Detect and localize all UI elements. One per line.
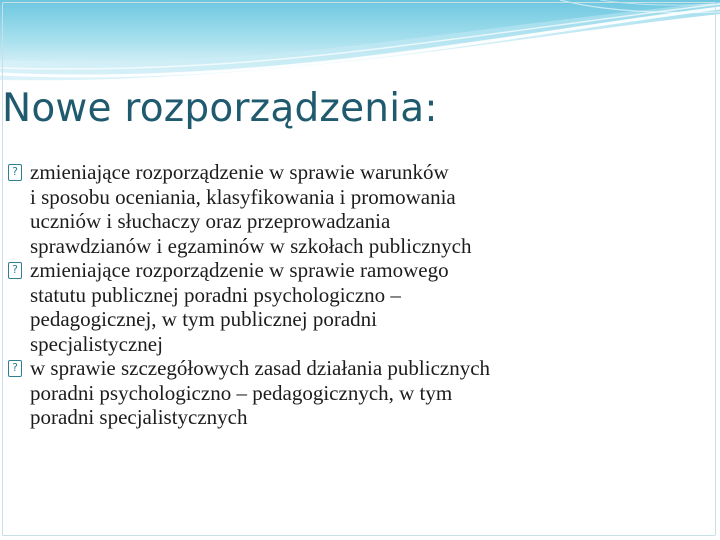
bullet-text-line: statutu publicznej poradni psychologiczno –	[30, 282, 401, 307]
bullet-item	[8, 258, 708, 356]
bullet-text-line: i sposobu oceniania, klasyfikowania i promowania	[30, 184, 456, 209]
bullet-item	[8, 356, 708, 430]
bullet-text-line: poradni psychologiczno – pedagogicznych, w tym	[30, 380, 453, 405]
bullet-text-line: zmieniające rozporządzenie w sprawie warunków	[30, 160, 449, 184]
bullet-text-line: uczniów i słuchaczy oraz przeprowadzania	[30, 209, 391, 233]
slide-title: Nowe rozporządzenia:	[2, 86, 438, 131]
bullet-text-line: pedagogicznej, w tym publicznej poradni	[30, 307, 377, 331]
bullet-text-line: w sprawie szczegółowych zasad działania publicznych	[30, 356, 491, 380]
bullet-text-line: poradni specjalistycznych	[30, 405, 248, 429]
bullet-item	[8, 160, 708, 258]
question-box-icon: ?	[8, 164, 22, 181]
bullet-text-line: zmieniające rozporządzenie w sprawie ramowego	[30, 258, 449, 282]
header-wave-band	[0, 0, 720, 90]
question-box-icon: ?	[8, 262, 22, 279]
question-box-icon: ?	[8, 360, 22, 377]
bullet-text-line: sprawdzianów i egzaminów w szkołach publicznych	[30, 233, 472, 258]
bullet-text-line: specjalistycznej	[30, 331, 163, 356]
bullet-list	[8, 160, 708, 430]
